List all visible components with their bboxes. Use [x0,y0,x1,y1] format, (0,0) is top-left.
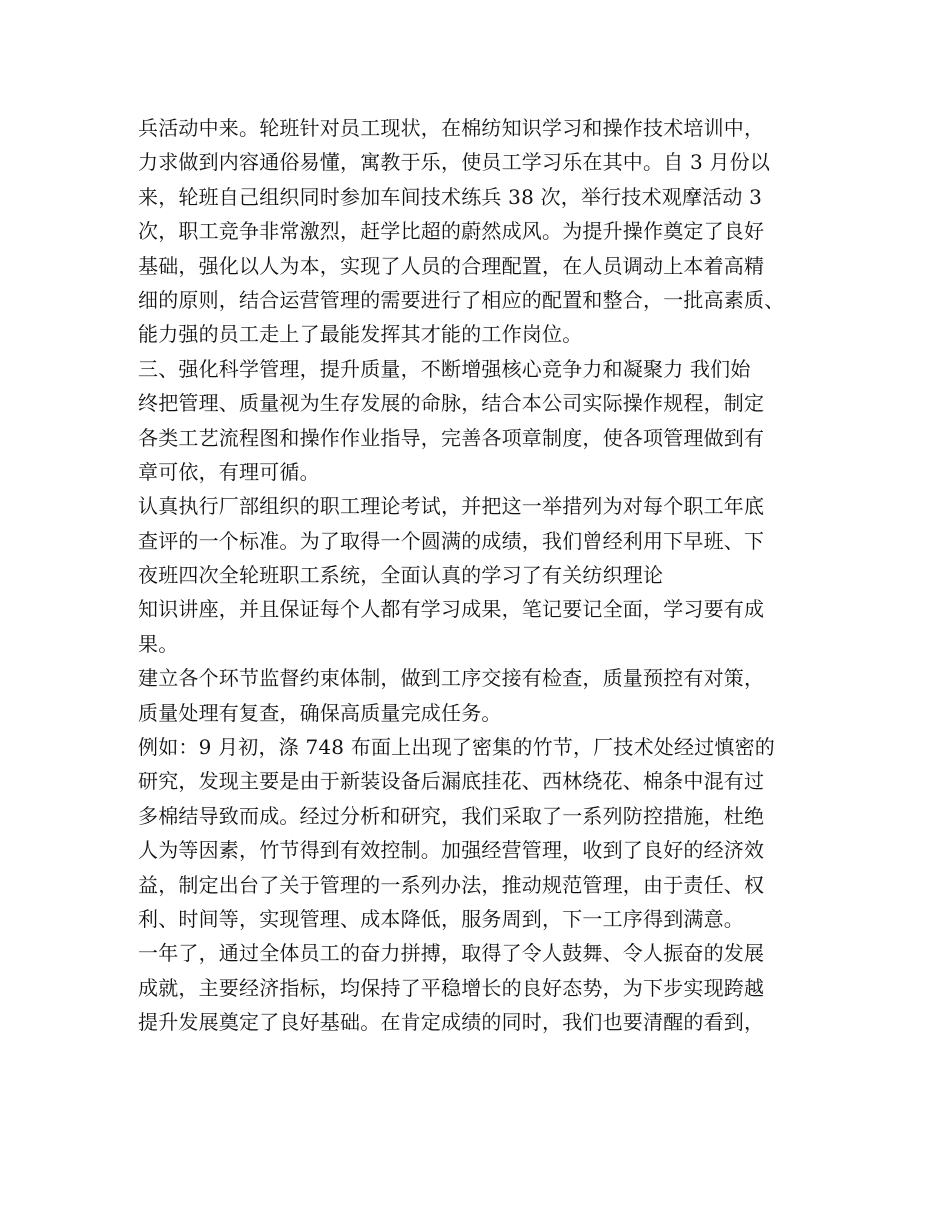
text-line-5: 基础，强化以人为本，实现了人员的合理配置，在人员调动上本着高精 [138,253,765,278]
text-line-7: 能力强的员工走上了最能发挥其才能的工作岗位。 [138,322,583,347]
text-line-8: 三、强化科学管理，提升质量，不断增强核心竞争力和凝聚力 我们始 [138,356,751,381]
text-line-6: 细的原则，结合运营管理的需要进行了相应的配置和整合，一批高素质、 [138,287,785,312]
text-line-17: 建立各个环节监督约束体制，做到工序交接有检查，质量预控有对策， [138,666,765,691]
text-line-12: 认真执行厂部组织的职工理论考试，并把这一举措列为对每个职工年底 [138,494,765,519]
text-line-15: 知识讲座，并且保证每个人都有学习成果，笔记要记全面，学习要有成 [138,597,765,622]
text-line-20: 研究，发现主要是由于新装设备后漏底挂花、西林绕花、棉条中混有过 [138,769,765,794]
text-line-1: 兵活动中来。轮班针对员工现状，在棉纺知识学习和操作技术培训中， [138,116,765,140]
text-line-22: 人为等因素，竹节得到有效控制。加强经营管理，收到了良好的经济效 [138,838,765,863]
text-line-24: 利、时间等，实现管理、成本降低，服务周到，下一工序得到满意。 [138,906,744,931]
body-text [138,111,838,1040]
text-line-26: 成就，主要经济指标，均保持了平稳增长的良好态势，为下步实现跨越 [138,975,765,1000]
text-line-18: 质量处理有复查，确保高质量完成任务。 [138,700,502,725]
text-line-23: 益，制定出台了关于管理的一系列办法，推动规范管理，由于责任、权 [138,872,765,897]
text-line-21: 多棉结导致而成。经过分析和研究，我们采取了一系列防控措施，杜绝 [138,803,765,828]
text-line-27: 提升发展奠定了良好基础。在肯定成绩的同时，我们也要清醒的看到， [138,1010,765,1035]
text-line-3: 来，轮班自己组织同时参加车间技术练兵 38 次，举行技术观摩活动 3 [138,184,763,209]
text-line-2: 力求做到内容通俗易懂，寓教于乐，使员工学习乐在其中。自 3 月份以 [138,150,771,175]
text-line-11: 章可依，有理可循。 [138,459,320,484]
text-line-16: 果。 [138,631,179,656]
text-line-25: 一年了，通过全体员工的奋力拼搏，取得了令人鼓舞、令人振奋的发展 [138,941,765,966]
text-line-4: 次，职工竞争非常激烈，赶学比超的蔚然成风。为提升操作奠定了良好 [138,219,765,244]
text-line-14: 夜班四次全轮班职工系统，全面认真的学习了有关纺织理论 [138,563,664,588]
text-line-9: 终把管理、质量视为生存发展的命脉，结合本公司实际操作规程，制定 [138,391,765,416]
text-line-10: 各类工艺流程图和操作作业指导，完善各项章制度，使各项管理做到有 [138,425,765,450]
text-line-19: 例如：9 月初，涤 748 布面上出现了密集的竹节，厂技术处经过慎密的 [138,735,775,760]
text-line-13: 查评的一个标准。为了取得一个圆满的成绩，我们曾经利用下早班、下 [138,528,765,553]
